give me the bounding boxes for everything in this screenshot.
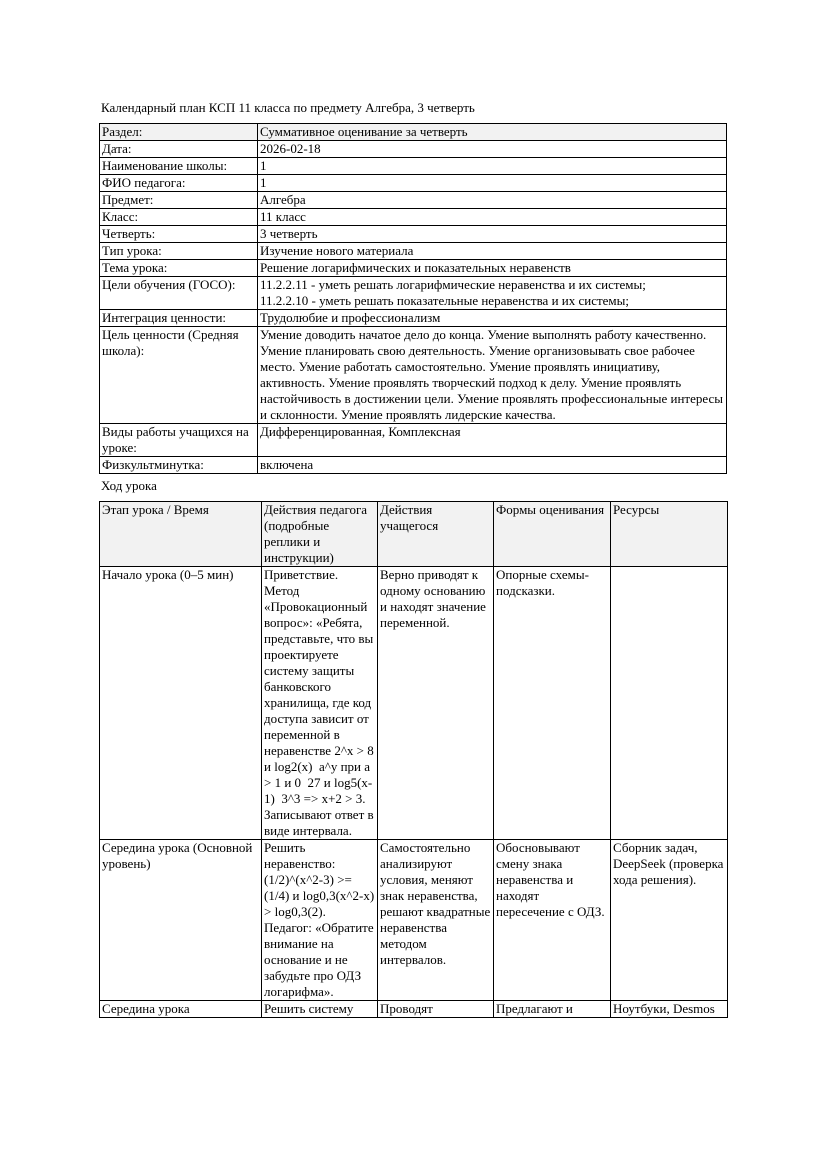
info-row <box>100 141 727 158</box>
info-row <box>100 158 727 175</box>
plan-cell: Ноутбуки, Desmos <box>611 1001 728 1018</box>
page-title: Календарный план КСП 11 класса по предмету Алгебра, 3 четверть <box>101 100 475 115</box>
info-label: ФИО педагога: <box>100 175 258 192</box>
info-label: Четверть: <box>100 226 258 243</box>
info-label: Интеграция ценности: <box>100 310 258 327</box>
info-label: Цель ценности (Средняя школа): <box>100 327 258 424</box>
info-value: Умение доводить начатое дело до конца. Умение выполнять работу качественно. Умение планировать свою деятельность. Умение организовывать свое рабочее место. Умение работать самостоятельно. Умение проявлять инициативу, активность. Умение проявлять творческий подход к делу. Умение проявлять настойчивость в достижении цели. Умение проявлять профессиональные интересы и склонности. Умение проявлять лидерские качества. <box>258 327 727 424</box>
plan-cell: Решить систему <box>262 1001 378 1018</box>
info-value: Дифференцированная, Комплексная <box>258 424 727 457</box>
info-row <box>100 226 727 243</box>
plan-cell: Середина урока (Основной уровень) <box>100 840 262 1001</box>
info-row <box>100 192 727 209</box>
info-value: Решение логарифмических и показательных неравенств <box>258 260 727 277</box>
info-row <box>100 260 727 277</box>
info-label: Тема урока: <box>100 260 258 277</box>
info-value: Трудолюбие и профессионализм <box>258 310 727 327</box>
info-value: включена <box>258 457 727 474</box>
info-row <box>100 124 727 141</box>
plan-cell: Приветствие. Метод «Провокационный вопрос»: «Ребята, представьте, что вы проектируете систему защиты банковского хранилища, где код доступа зависит от переменной в неравенстве 2^x > 8 и log2(x) a^y при a > 1 и 0 27 и log5(x-1) 3^3 => x+2 > 3. Записывают ответ в виде интервала. <box>262 567 378 840</box>
info-row <box>100 327 727 424</box>
info-value: Алгебра <box>258 192 727 209</box>
plan-cell: Решить неравенство: (1/2)^(x^2-3) >= (1/4) и log0,3(x^2-x) > log0,3(2). Педагог: «Обратите внимание на основание и не забудьте про ОДЗ логарифма». <box>262 840 378 1001</box>
page-bottom-margin <box>0 1064 827 1170</box>
plan-header-cell: Действия педагога (подробные реплики и инструкции) <box>262 502 378 567</box>
plan-cell: Верно приводят к одному основанию и находят значение переменной. <box>378 567 494 840</box>
info-value: 1 <box>258 158 727 175</box>
info-value: Суммативное оценивание за четверть <box>258 124 727 141</box>
info-row <box>100 457 727 474</box>
info-row <box>100 175 727 192</box>
info-value: 11.2.2.11 - уметь решать логарифмические неравенства и их системы; 11.2.2.10 - уметь решать показательные неравенства и их системы; <box>258 277 727 310</box>
info-value: 11 класс <box>258 209 727 226</box>
info-value: Изучение нового материала <box>258 243 727 260</box>
plan-cell: Самостоятельно анализируют условия, меняют знак неравенства, решают квадратные неравенства методом интервалов. <box>378 840 494 1001</box>
plan-cell <box>611 567 728 840</box>
info-value: 3 четверть <box>258 226 727 243</box>
info-row <box>100 310 727 327</box>
info-row <box>100 424 727 457</box>
plan-cell: Предлагают и <box>494 1001 611 1018</box>
info-row <box>100 243 727 260</box>
info-label: Физкультминутка: <box>100 457 258 474</box>
plan-cell: Сборник задач, DeepSeek (проверка хода решения). <box>611 840 728 1001</box>
info-label: Тип урока: <box>100 243 258 260</box>
info-label: Виды работы учащихся на уроке: <box>100 424 258 457</box>
plan-header-cell: Действия учащегося <box>378 502 494 567</box>
lesson-plan-table <box>99 501 728 1018</box>
plan-header-cell: Формы оценивания <box>494 502 611 567</box>
info-value: 2026-02-18 <box>258 141 727 158</box>
info-label: Цели обучения (ГОСО): <box>100 277 258 310</box>
plan-row <box>100 1001 728 1018</box>
info-label: Класс: <box>100 209 258 226</box>
plan-cell: Проводят <box>378 1001 494 1018</box>
info-label: Раздел: <box>100 124 258 141</box>
plan-row <box>100 567 728 840</box>
plan-cell: Обосновывают смену знака неравенства и находят пересечение с ОДЗ. <box>494 840 611 1001</box>
info-row <box>100 277 727 310</box>
plan-cell: Опорные схемы-подсказки. <box>494 567 611 840</box>
plan-row <box>100 840 728 1001</box>
plan-header-cell: Ресурсы <box>611 502 728 567</box>
lesson-flow-heading: Ход урока <box>101 478 157 493</box>
plan-cell: Середина урока <box>100 1001 262 1018</box>
lesson-info-table <box>99 123 727 474</box>
info-row <box>100 209 727 226</box>
info-label: Наименование школы: <box>100 158 258 175</box>
info-label: Предмет: <box>100 192 258 209</box>
info-label: Дата: <box>100 141 258 158</box>
plan-header-cell: Этап урока / Время <box>100 502 262 567</box>
info-value: 1 <box>258 175 727 192</box>
plan-cell: Начало урока (0–5 мин) <box>100 567 262 840</box>
